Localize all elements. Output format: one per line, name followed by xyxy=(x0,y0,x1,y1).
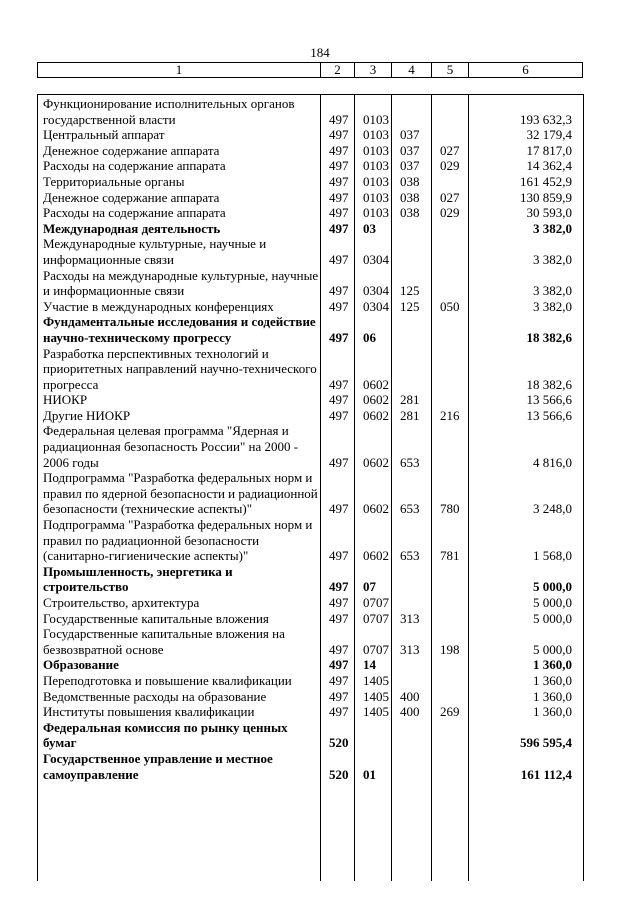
row-code-2: 497 xyxy=(329,454,349,470)
row-code-2: 497 xyxy=(329,407,349,423)
row-code-2: 497 xyxy=(329,641,349,657)
row-code-4 xyxy=(392,595,432,611)
row-code-4 xyxy=(392,564,432,595)
row-amount: 193 632,3 xyxy=(520,111,572,127)
table-row xyxy=(38,657,583,673)
row-code-4: 400 xyxy=(400,704,420,720)
row-code-5: 780 xyxy=(440,501,460,517)
table-row xyxy=(38,470,583,517)
table-row xyxy=(38,190,583,206)
row-code-4: 037 xyxy=(400,127,420,143)
row-name: Расходы на содержание аппарата xyxy=(43,205,226,221)
row-name: Территориальные органы xyxy=(43,173,185,189)
row-code-3: 0602 xyxy=(363,392,389,408)
row-code-3: 14 xyxy=(363,657,376,673)
row-code-3: 1405 xyxy=(363,688,389,704)
row-code-4: 653 xyxy=(400,548,420,564)
row-code-5: 027 xyxy=(440,189,460,205)
row-name: Расходы на содержание аппарата xyxy=(43,158,226,174)
table-row xyxy=(38,158,583,174)
row-name: Подпрограмма "Разработка федеральных норм и правил по радиационной безопасности (санитарно-гигиенические аспекты)" xyxy=(43,517,313,564)
row-amount: 1 360,0 xyxy=(533,657,572,673)
row-code-4: 038 xyxy=(400,189,420,205)
row-code-5 xyxy=(432,96,469,127)
row-code-2: 497 xyxy=(329,548,349,564)
table-row xyxy=(38,423,583,470)
row-amount: 32 179,4 xyxy=(526,127,572,143)
row-code-2: 497 xyxy=(329,158,349,174)
row-code-5 xyxy=(432,174,469,190)
row-name: Федеральная целевая программа "Ядерная и радиационная безопасность России" на 2000 - 2006 годы xyxy=(43,423,299,470)
row-amount: 596 595,4 xyxy=(520,735,572,751)
row-code-4: 037 xyxy=(400,142,420,158)
row-amount: 3 382,0 xyxy=(533,251,572,267)
row-name: Государственные капитальные вложения xyxy=(43,610,269,626)
row-code-4 xyxy=(392,236,432,267)
row-code-2: 497 xyxy=(329,111,349,127)
row-code-3: 1405 xyxy=(363,672,389,688)
row-code-5: 029 xyxy=(440,158,460,174)
budget-table xyxy=(38,96,583,782)
row-code-4 xyxy=(392,751,432,782)
row-code-2: 497 xyxy=(329,205,349,221)
row-name: Образование xyxy=(43,657,119,673)
row-code-5 xyxy=(432,221,469,237)
row-name: Ведомственные расходы на образование xyxy=(43,688,267,704)
row-code-5 xyxy=(432,236,469,267)
row-amount: 4 816,0 xyxy=(533,454,572,470)
row-name: Функционирование исполнительных органов государственной власти xyxy=(43,96,295,127)
row-code-3: 0602 xyxy=(363,548,389,564)
row-code-4 xyxy=(392,657,432,673)
row-code-4 xyxy=(392,314,432,345)
row-code-3: 0103 xyxy=(363,127,389,143)
row-code-3: 07 xyxy=(363,579,376,595)
row-amount: 5 000,0 xyxy=(533,610,572,626)
row-code-5 xyxy=(432,611,469,627)
table-row xyxy=(38,346,583,393)
table-row xyxy=(38,314,583,345)
row-code-2: 497 xyxy=(329,392,349,408)
row-code-5 xyxy=(432,127,469,143)
table-row xyxy=(38,127,583,143)
row-name: Разработка перспективных технологий и приоритетных направлений научно-технического прогресса xyxy=(43,345,317,392)
row-code-4 xyxy=(392,221,432,237)
row-code-4: 281 xyxy=(400,392,420,408)
row-code-5 xyxy=(432,689,469,705)
row-code-2: 497 xyxy=(329,298,349,314)
row-code-2: 497 xyxy=(329,688,349,704)
row-name: Участие в международных конференциях xyxy=(43,298,274,314)
row-amount: 1 360,0 xyxy=(533,672,572,688)
row-code-5 xyxy=(432,595,469,611)
row-code-2: 497 xyxy=(329,189,349,205)
row-code-5 xyxy=(432,268,469,299)
table-row xyxy=(38,673,583,689)
row-name: Строительство, архитектура xyxy=(43,595,200,610)
header-col-1: 1 xyxy=(38,63,321,78)
row-code-3: 0602 xyxy=(363,501,389,517)
row-code-5 xyxy=(432,346,469,393)
row-amount: 3 382,0 xyxy=(533,220,572,236)
table-row xyxy=(38,174,583,190)
row-code-4 xyxy=(392,673,432,689)
row-name: Центральный аппарат xyxy=(43,127,165,143)
row-name: Фундаментальные исследования и содействие научно-техническому прогрессу xyxy=(43,314,316,345)
row-code-4: 038 xyxy=(400,205,420,221)
row-code-4 xyxy=(392,346,432,393)
row-code-2: 497 xyxy=(329,657,349,673)
table-row xyxy=(38,704,583,720)
row-name: Подпрограмма "Разработка федеральных норм и правил по ядерной безопасности и радиационной безопасности (технические аспекты)" xyxy=(43,470,318,517)
row-amount: 14 362,4 xyxy=(526,158,572,174)
row-code-5: 198 xyxy=(440,641,460,657)
row-name: Международные культурные, научные и информационные связи xyxy=(43,236,267,267)
row-code-2: 520 xyxy=(329,735,349,751)
row-code-3: 0707 xyxy=(363,610,389,626)
row-code-2: 497 xyxy=(329,220,349,236)
table-row xyxy=(38,564,583,595)
row-code-5 xyxy=(432,392,469,408)
table-row xyxy=(38,689,583,705)
table-row xyxy=(38,720,583,751)
row-code-5: 216 xyxy=(440,407,460,423)
row-amount: 13 566,6 xyxy=(526,392,572,408)
table-row xyxy=(38,96,583,127)
table-row xyxy=(38,221,583,237)
table-row xyxy=(38,751,583,782)
table-header xyxy=(37,62,583,78)
row-name: Денежное содержание аппарата xyxy=(43,142,220,158)
row-code-5: 027 xyxy=(440,142,460,158)
row-name: Федеральная комиссия по рынку ценных бумаг xyxy=(43,719,288,751)
row-name: Государственное управление и местное самоуправление xyxy=(43,750,273,782)
row-code-5 xyxy=(432,564,469,595)
row-code-5: 050 xyxy=(440,298,460,314)
row-code-3: 0103 xyxy=(363,205,389,221)
row-amount: 3 382,0 xyxy=(533,298,572,314)
row-amount: 3 382,0 xyxy=(533,283,572,299)
row-code-2: 497 xyxy=(329,127,349,143)
row-code-4: 281 xyxy=(400,407,420,423)
row-amount: 130 859,9 xyxy=(520,189,572,205)
row-name: Денежное содержание аппарата xyxy=(43,189,220,205)
row-code-3: 0602 xyxy=(363,376,389,392)
table-body xyxy=(37,94,584,881)
row-code-4: 037 xyxy=(400,158,420,174)
header-col-4: 4 xyxy=(392,63,432,78)
row-code-3: 0103 xyxy=(363,111,389,127)
table-row xyxy=(38,299,583,315)
row-code-3: 03 xyxy=(363,220,376,236)
row-code-3: 1405 xyxy=(363,704,389,720)
row-code-5: 781 xyxy=(440,548,460,564)
row-code-4 xyxy=(392,720,432,751)
row-code-5 xyxy=(432,673,469,689)
row-code-2: 497 xyxy=(329,376,349,392)
row-code-3: 01 xyxy=(363,766,376,782)
row-code-3: 0304 xyxy=(363,298,389,314)
row-code-2: 497 xyxy=(329,610,349,626)
header-col-2: 2 xyxy=(321,63,355,78)
header-col-6: 6 xyxy=(469,63,583,78)
row-amount: 17 817,0 xyxy=(526,142,572,158)
row-code-4: 125 xyxy=(400,298,420,314)
row-code-5 xyxy=(432,314,469,345)
row-code-3: 0103 xyxy=(363,173,389,189)
header-col-5: 5 xyxy=(432,63,469,78)
row-code-5: 269 xyxy=(440,704,460,720)
row-amount: 18 382,6 xyxy=(526,376,572,392)
row-code-2: 520 xyxy=(329,766,349,782)
row-code-3: 0304 xyxy=(363,251,389,267)
row-code-3: 0707 xyxy=(363,641,389,657)
table-row xyxy=(38,392,583,408)
row-amount: 13 566,6 xyxy=(526,407,572,423)
row-code-2: 497 xyxy=(329,501,349,517)
row-code-2: 497 xyxy=(329,283,349,299)
row-amount: 161 452,9 xyxy=(520,173,572,189)
row-amount: 1 360,0 xyxy=(533,688,572,704)
row-code-4: 125 xyxy=(400,283,420,299)
row-name: НИОКР xyxy=(43,392,88,408)
row-code-3: 0602 xyxy=(363,454,389,470)
table-row xyxy=(38,611,583,627)
row-code-3: 06 xyxy=(363,329,376,345)
row-name: Переподготовка и повышение квалификации xyxy=(43,672,292,688)
table-row xyxy=(38,626,583,657)
row-code-2: 497 xyxy=(329,142,349,158)
row-name: Международная деятельность xyxy=(43,220,221,236)
row-code-4: 313 xyxy=(400,641,420,657)
page-number: 184 xyxy=(310,45,330,60)
row-amount: 5 000,0 xyxy=(533,579,572,595)
row-code-2: 497 xyxy=(329,595,349,610)
row-code-5 xyxy=(432,751,469,782)
row-code-5 xyxy=(432,423,469,470)
row-amount: 1 568,0 xyxy=(533,548,572,564)
row-name: Другие НИОКР xyxy=(43,407,131,423)
row-code-4: 313 xyxy=(400,610,420,626)
row-code-2: 497 xyxy=(329,704,349,720)
row-amount: 3 248,0 xyxy=(533,501,572,517)
row-code-2: 497 xyxy=(329,173,349,189)
row-code-3: 0103 xyxy=(363,189,389,205)
table-row xyxy=(38,143,583,159)
row-code-3: 0103 xyxy=(363,158,389,174)
row-name: Промышленность, энергетика и строительство xyxy=(43,563,233,595)
table-row xyxy=(38,205,583,221)
row-amount: 5 000,0 xyxy=(533,641,572,657)
table-row xyxy=(38,595,583,611)
row-code-3: 0707 xyxy=(363,595,389,610)
row-amount: 18 382,6 xyxy=(526,329,572,345)
row-code-2: 497 xyxy=(329,251,349,267)
row-name: Расходы на международные культурные, научные и информационные связи xyxy=(43,267,319,299)
row-amount: 5 000,0 xyxy=(533,595,572,610)
row-code-3: 0304 xyxy=(363,283,389,299)
row-code-3: 0602 xyxy=(363,407,389,423)
row-code-2: 497 xyxy=(329,579,349,595)
row-code-2: 497 xyxy=(329,329,349,345)
row-code-5 xyxy=(432,720,469,751)
row-code-4: 400 xyxy=(400,688,420,704)
table-row xyxy=(38,268,583,299)
row-name: Государственные капитальные вложения на безвозвратной основе xyxy=(43,626,285,657)
row-amount: 30 593,0 xyxy=(526,205,572,221)
table-row xyxy=(38,408,583,424)
row-code-5 xyxy=(432,657,469,673)
row-code-4: 038 xyxy=(400,173,420,189)
row-code-4: 653 xyxy=(400,501,420,517)
row-code-5: 029 xyxy=(440,205,460,221)
row-amount: 161 112,4 xyxy=(520,766,572,782)
table-row xyxy=(38,517,583,564)
row-code-3 xyxy=(355,720,392,751)
row-code-3: 0103 xyxy=(363,142,389,158)
row-code-2: 497 xyxy=(329,672,349,688)
row-amount: 1 360,0 xyxy=(533,704,572,720)
header-col-3: 3 xyxy=(355,63,392,78)
row-name: Институты повышения квалификации xyxy=(43,704,255,720)
row-code-4: 653 xyxy=(400,454,420,470)
table-row xyxy=(38,236,583,267)
row-code-4 xyxy=(392,96,432,127)
